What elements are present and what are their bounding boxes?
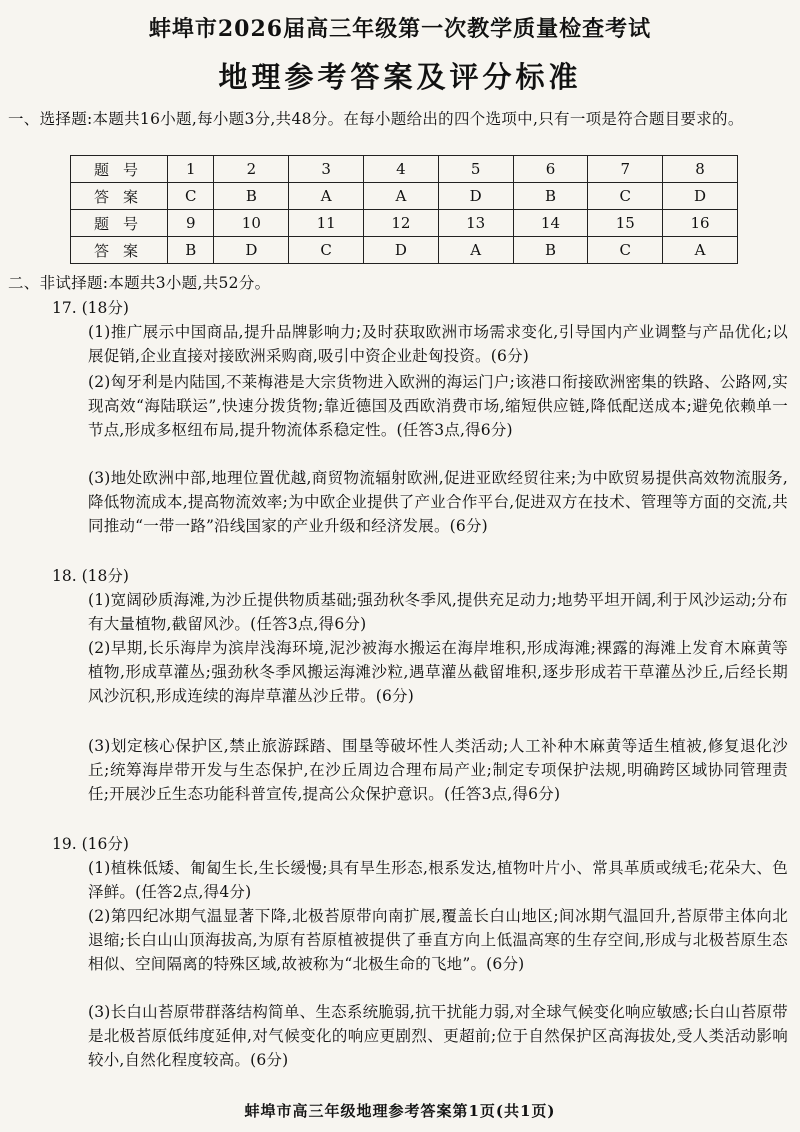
table-cell: B: [513, 237, 588, 264]
question-17-part-3: (3)地处欧洲中部,地理位置优越,商贸物流辐射欧洲,促进亚欧经贸往来;为中欧贸易提供高效物流服务,降低物流成本,提高物流效率;为中欧企业提供了产业合作平台,促进双方在技术、管理等方面的交流,共同推动“一带一路”沿线国家的产业升级和经济发展。(6分): [88, 469, 788, 535]
question-19-part-3: (3)长白山苔原带群落结构简单、生态系统脆弱,抗干扰能力弱,对全球气候变化响应敏感;长白山苔原带是北极苔原低纬度延伸,对气候变化的响应更剧烈、更超前;位于自然保护区高海拔处,受人类活动影响较小,自然化程度较高。(6分): [88, 1003, 788, 1069]
table-cell: A: [364, 183, 439, 210]
row-label: 题号: [71, 210, 168, 237]
table-cell: D: [663, 183, 738, 210]
question-19-heading: 19. (16分): [52, 835, 129, 853]
row-label: 答案: [71, 237, 168, 264]
table-cell: 8: [663, 156, 738, 183]
table-cell: 11: [289, 210, 364, 237]
table-cell: 6: [513, 156, 588, 183]
table-cell: 7: [588, 156, 663, 183]
table-cell: 14: [513, 210, 588, 237]
table-cell: 13: [438, 210, 513, 237]
table-cell: B: [168, 237, 214, 264]
question-17-heading: 17. (18分): [52, 299, 129, 317]
table-row: [71, 237, 738, 264]
table-cell: 5: [438, 156, 513, 183]
table-cell: C: [168, 183, 214, 210]
table-cell: 10: [214, 210, 289, 237]
question-18-part-1: (1)宽阔砂质海滩,为沙丘提供物质基础;强劲秋冬季风,提供充足动力;地势平坦开阔,利于风沙运动;分布有大量植物,截留风沙。(任答3点,得6分): [88, 591, 788, 633]
question-19-part-2: (2)第四纪冰期气温显著下降,北极苔原带向南扩展,覆盖长白山地区;间冰期气温回升,苔原带主体向北退缩;长白山山顶海拔高,为原有苔原植被提供了垂直方向上低温高寒的生存空间,形成与北极苔原生态相似、空间隔离的特殊区域,故被称为“北极生命的飞地”。(6分): [88, 907, 788, 973]
table-cell: B: [214, 183, 289, 210]
answer-table: [70, 155, 738, 264]
table-cell: D: [214, 237, 289, 264]
question-18-part-3: (3)划定核心保护区,禁止旅游踩踏、围垦等破坏性人类活动;人工补种木麻黄等适生植被,修复退化沙丘;统筹海岸带开发与生态保护,在沙丘周边合理布局产业;制定专项保护法规,明确跨区域协同管理责任;开展沙丘生态功能科普宣传,提高公众保护意识。(任答3点,得6分): [88, 737, 788, 803]
table-cell: C: [289, 237, 364, 264]
section-1-intro: 一、选择题:本题共16小题,每小题3分,共48分。在每小题给出的四个选项中,只有一项是符合题目要求的。: [8, 110, 744, 128]
question-18-part-2: (2)早期,长乐海岸为滨岸浅海环境,泥沙被海水搬运在海岸堆积,形成海滩;裸露的海滩上发育木麻黄等植物,形成草灌丛;强劲秋冬季风搬运海滩沙粒,遇草灌丛截留堆积,逐步形成若干草灌丛沙丘,后经长期风沙沉积,形成连续的海岸草灌丛沙丘带。(6分): [88, 639, 788, 705]
table-cell: 1: [168, 156, 214, 183]
table-row: [71, 183, 738, 210]
question-17-part-1: (1)推广展示中国商品,提升品牌影响力;及时获取欧洲市场需求变化,引导国内产业调整与产品优化;以展促销,企业直接对接欧洲采购商,吸引中资企业赴匈投资。(6分): [88, 323, 788, 365]
page-footer: 蚌埠市高三年级地理参考答案第1页(共1页): [244, 1102, 556, 1120]
question-19-part-1: (1)植株低矮、匍匐生长,生长缓慢;具有旱生形态,根系发达,植物叶片小、常具革质或绒毛;花朵大、色泽鲜。(任答2点,得4分): [88, 859, 788, 901]
table-cell: 15: [588, 210, 663, 237]
table-cell: 12: [364, 210, 439, 237]
table-row: [71, 210, 738, 237]
table-cell: D: [438, 183, 513, 210]
table-cell: 4: [364, 156, 439, 183]
section-2-intro: 二、非试择题:本题共3小题,共52分。: [8, 274, 271, 292]
table-cell: 2: [214, 156, 289, 183]
document-title: 地理参考答案及评分标准: [218, 60, 582, 94]
table-cell: C: [588, 183, 663, 210]
table-cell: 9: [168, 210, 214, 237]
table-cell: A: [438, 237, 513, 264]
table-cell: B: [513, 183, 588, 210]
table-cell: 3: [289, 156, 364, 183]
question-18-heading: 18. (18分): [52, 567, 129, 585]
table-cell: 16: [663, 210, 738, 237]
row-label: 答案: [71, 183, 168, 210]
table-cell: C: [588, 237, 663, 264]
table-cell: A: [289, 183, 364, 210]
table-row: [71, 156, 738, 183]
exam-title: 蚌埠市2026届高三年级第一次教学质量检查考试: [148, 16, 652, 42]
question-17-part-2: (2)匈牙利是内陆国,不莱梅港是大宗货物进入欧洲的海运门户;该港口衔接欧洲密集的铁路、公路网,实现高效“海陆联运”,快速分拨货物;靠近德国及西欧消费市场,缩短供应链,降低配送成本;避免依赖单一节点,形成多枢纽布局,提升物流体系稳定性。(任答3点,得6分): [88, 373, 788, 439]
table-cell: A: [663, 237, 738, 264]
table-cell: D: [364, 237, 439, 264]
row-label: 题号: [71, 156, 168, 183]
